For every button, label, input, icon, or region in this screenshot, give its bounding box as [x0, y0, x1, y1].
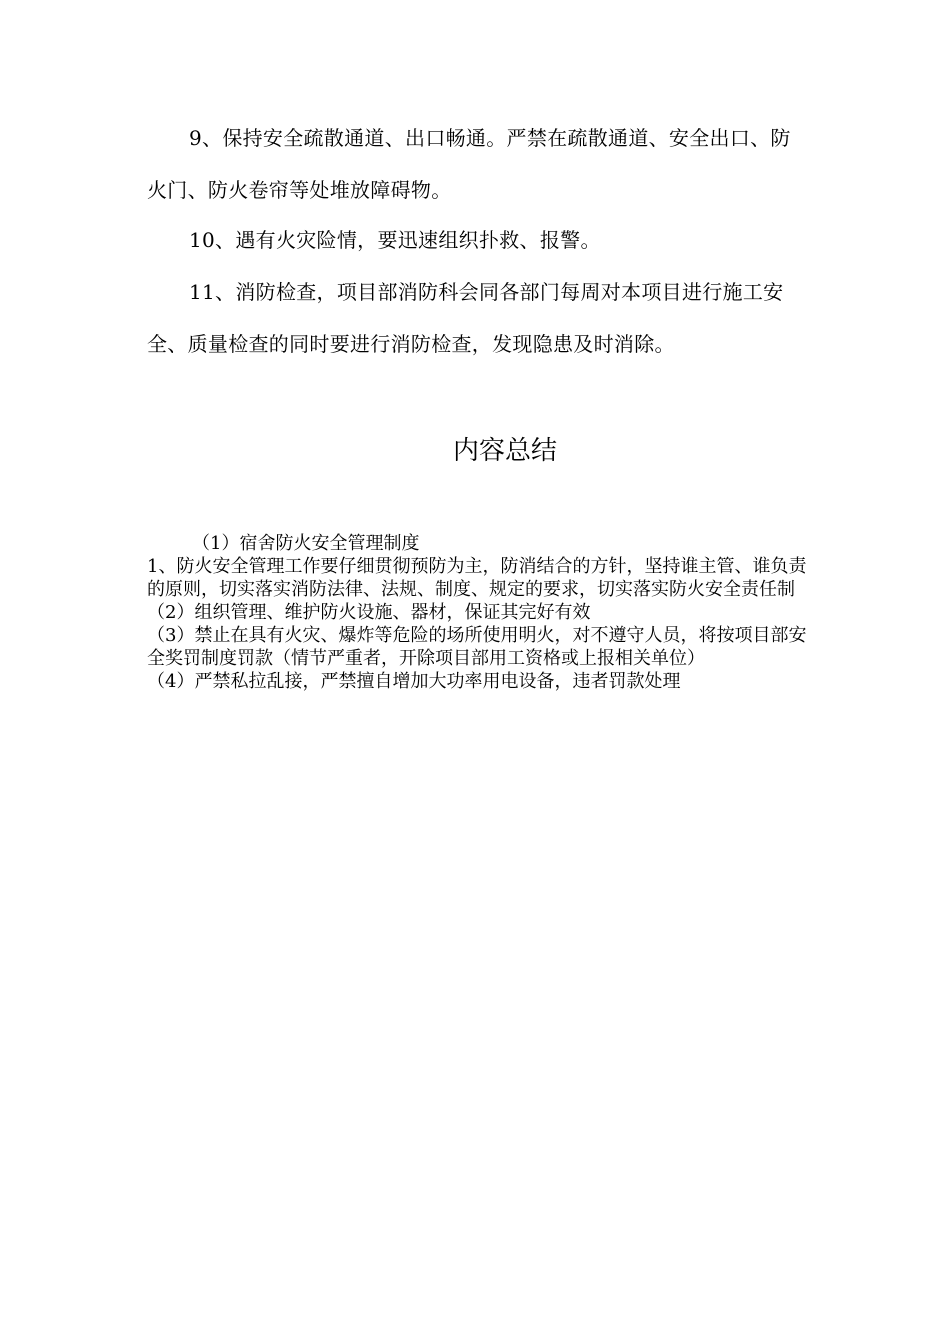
paragraph-item-11: 11、消防检查，项目部消防科会同各部门每周对本项目进行施工安全、质量检查的同时要进行消防检查，发现隐患及时消除。 — [147, 280, 784, 356]
summary-line-3: （2）组织管理、维护防火设施、器材，保证其完好有效 — [147, 602, 591, 623]
paragraph-item-10: 10、遇有火灾险情，要迅速组织扑救、报警。 — [189, 228, 601, 252]
summary-line-5: （4）严禁私拉乱接，严禁擅自增加大功率用电设备，违者罚款处理 — [147, 671, 681, 692]
paragraph-item-9: 9、保持安全疏散通道、出口畅通。严禁在疏散通道、安全出口、防火门、防火卷帘等处堆放障碍物。 — [147, 126, 791, 202]
summary-line-2: 1、防火安全管理工作要仔细贯彻预防为主，防消结合的方针，坚持谁主管、谁负责的原则，切实落实消防法律、法规、制度、规定的要求，切实落实防火安全责任制 — [147, 556, 807, 600]
summary-line-1: （1）宿舍防火安全管理制度 — [192, 533, 420, 554]
summary-line-4: （3）禁止在具有火灾、爆炸等危险的场所使用明火，对不遵守人员，将按项目部安全奖罚制度罚款（情节严重者，开除项目部用工资格或上报相关单位） — [147, 625, 807, 669]
summary-block — [147, 532, 807, 693]
summary-title: 内容总结 — [452, 436, 557, 466]
